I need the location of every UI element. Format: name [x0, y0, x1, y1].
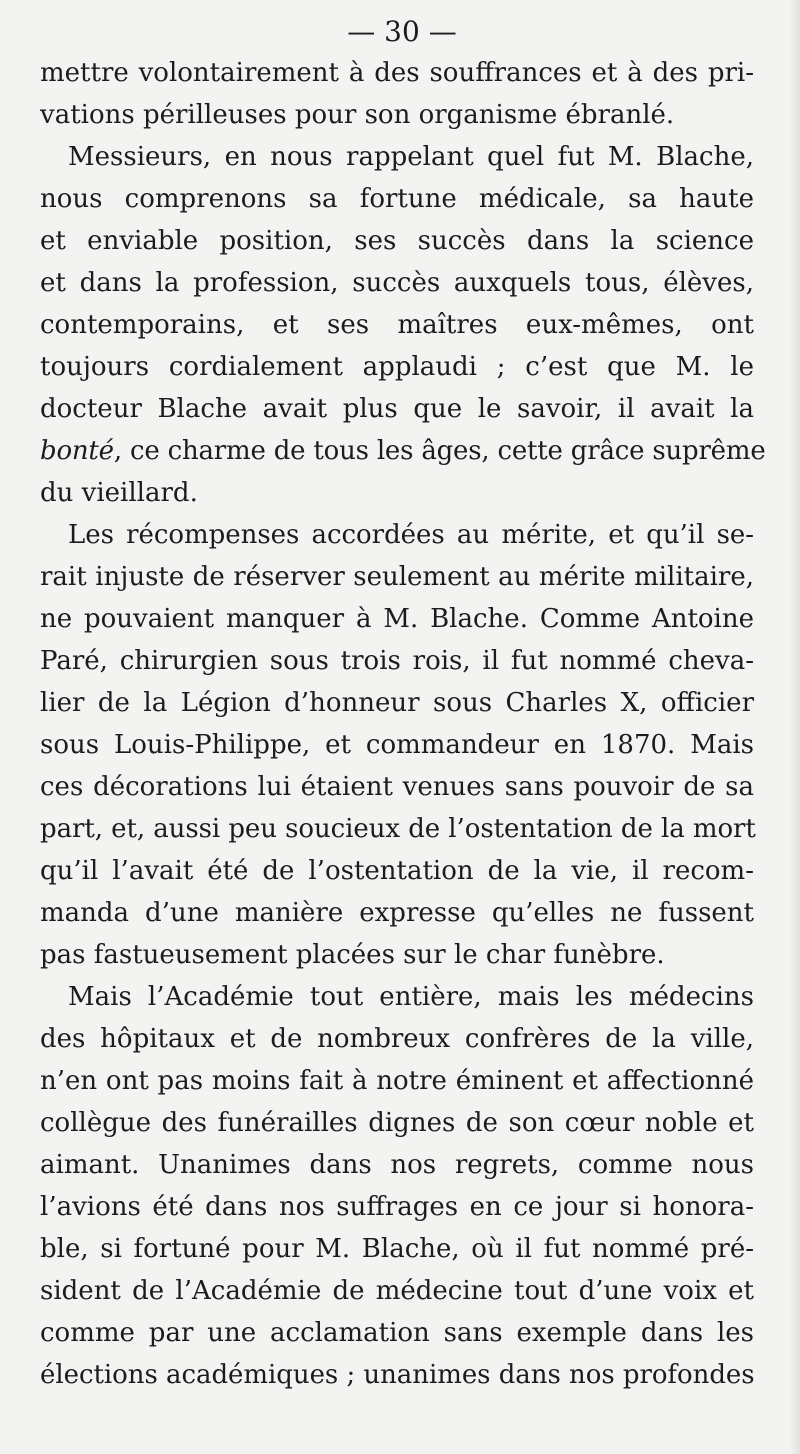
text-line: ne pouvaient manquer à M. Blache. Comme Antoine: [40, 604, 754, 634]
text-line: collègue des funérailles dignes de son cœur noble et: [40, 1108, 754, 1138]
text-line: pas fastueusement placées sur le char funèbre.: [40, 940, 665, 970]
text-line: des hôpitaux et de nombreux confrères de la ville,: [40, 1024, 754, 1054]
text-line: comme par une acclamation sans exemple dans les: [40, 1318, 754, 1348]
text-line: aimant. Unanimes dans nos regrets, comme nous: [40, 1150, 754, 1180]
text-line: bonté, ce charme de tous les âges, cette grâce suprême: [40, 436, 766, 466]
text-line: lier de la Légion d’honneur sous Charles X, officier: [40, 688, 754, 718]
paragraph-2: [40, 136, 766, 514]
emphasized-word: bonté: [40, 436, 114, 466]
text-line: Mais l’Académie tout entière, mais les médecins: [68, 982, 754, 1012]
text-line: élections académiques ; unanimes dans nos profondes: [40, 1360, 755, 1390]
text-line: mettre volontairement à des souffrances et à des pri-: [40, 58, 754, 88]
text-line: sous Louis-Philippe, et commandeur en 1870. Mais: [40, 730, 754, 760]
text-line: part, et, aussi peu soucieux de l’ostentation de la mort: [40, 814, 756, 844]
paragraph-4: [40, 976, 754, 1396]
text-line: et dans la profession, succès auxquels tous, élèves,: [40, 268, 754, 298]
text-line: vations périlleuses pour son organisme ébranlé.: [40, 100, 675, 130]
paragraph-1: [40, 52, 754, 136]
text-line: sident de l’Académie de médecine tout d’une voix et: [40, 1276, 754, 1306]
page-number: — 30 —: [347, 15, 457, 48]
text-line: docteur Blache avait plus que le savoir, il avait la: [40, 394, 754, 424]
text-line: et enviable position, ses succès dans la science: [40, 226, 754, 256]
text-line: manda d’une manière expresse qu’elles ne fussent: [40, 898, 754, 928]
body-text: [40, 52, 766, 1396]
page-edge-shadow: [790, 0, 800, 1454]
text-line: contemporains, et ses maîtres eux-mêmes, ont: [40, 310, 754, 340]
text-line: du vieillard.: [40, 478, 198, 508]
text-line: rait injuste de réserver seulement au mérite militaire,: [40, 562, 754, 592]
text-line: Messieurs, en nous rappelant quel fut M. Blache,: [68, 142, 754, 172]
text-line: ces décorations lui étaient venues sans pouvoir de sa: [40, 772, 754, 802]
text-line: l’avions été dans nos suffrages en ce jour si honora-: [40, 1192, 754, 1222]
text-line: Les récompenses accordées au mérite, et qu’il se-: [68, 520, 754, 550]
text-line: nous comprenons sa fortune médicale, sa haute: [40, 184, 754, 214]
text-line: ble, si fortuné pour M. Blache, où il fut nommé pré-: [40, 1234, 754, 1264]
text-line: qu’il l’avait été de l’ostentation de la vie, il recom-: [40, 856, 754, 886]
text-line: toujours cordialement applaudi ; c’est que M. le: [40, 352, 754, 382]
text-line: Paré, chirurgien sous trois rois, il fut nommé cheva-: [40, 646, 754, 676]
text-line: n’en ont pas moins fait à notre éminent et affectionné: [40, 1066, 754, 1096]
paragraph-3: [40, 514, 754, 976]
